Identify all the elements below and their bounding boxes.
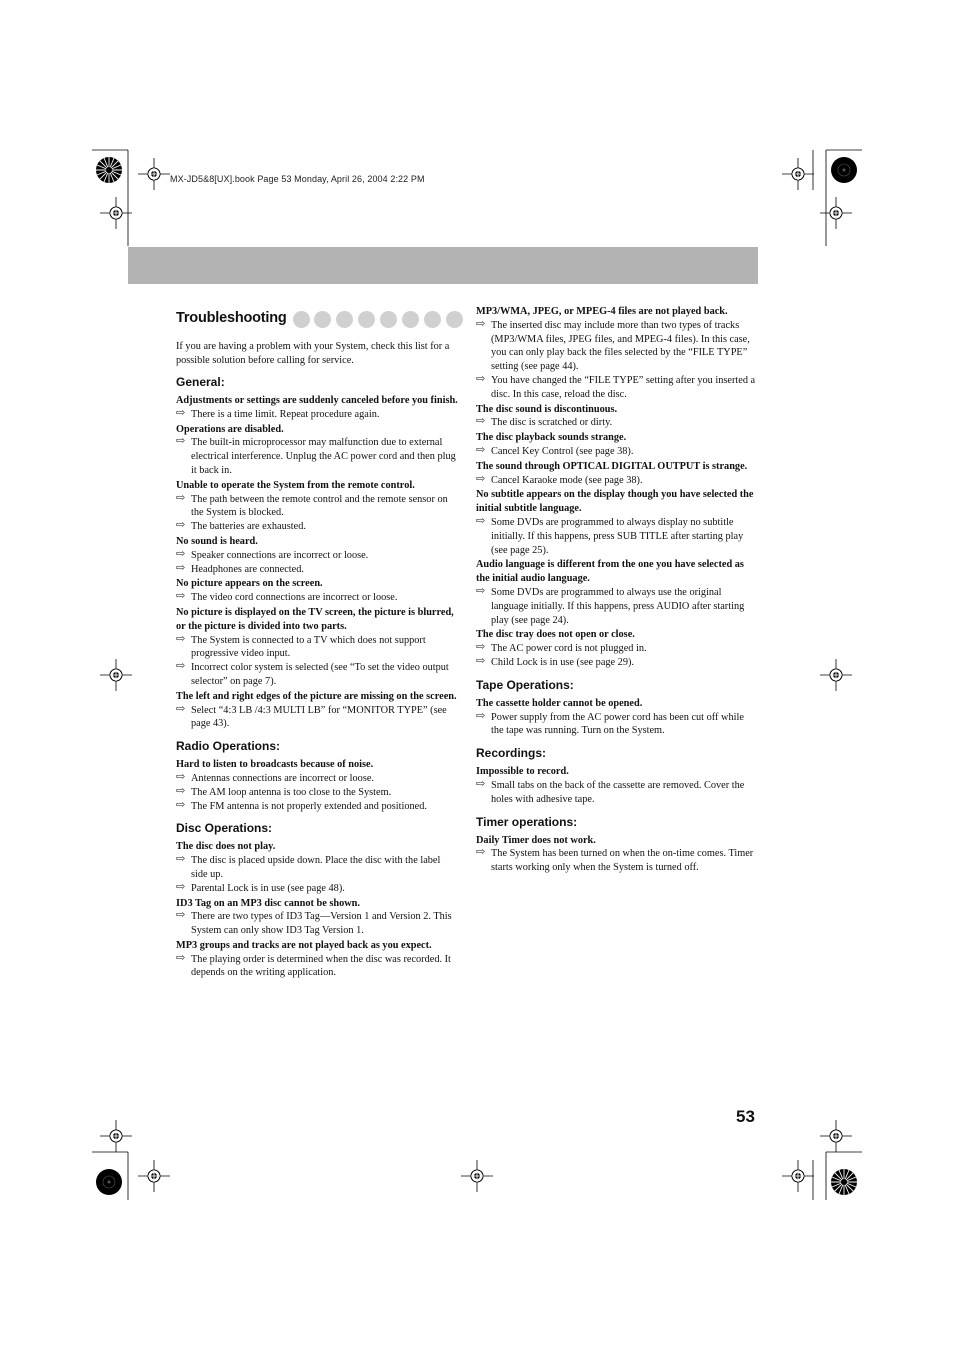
problem-text: The sound through OPTICAL DIGITAL OUTPUT is strange. [476, 460, 748, 472]
solution-text: The playing order is determined when the disc was recorded. It depends on the writing application. [191, 953, 451, 979]
solution-item [176, 786, 458, 800]
section-heading: Radio Operations: [176, 739, 281, 754]
solution-text: The built-in microprocessor may malfunction due to external electrical interference. Unplug the AC power cord and then plug it back in. [191, 437, 456, 476]
solution-text: The disc is scratched or dirty. [491, 417, 613, 429]
solution-item [476, 711, 758, 739]
problem-text: ID3 Tag on an MP3 disc cannot be shown. [176, 897, 360, 909]
solution-text: The video cord connections are incorrect or loose. [191, 592, 398, 604]
solution-item [476, 416, 758, 430]
arrow-icon: ⇨ [476, 584, 486, 597]
solution-item [176, 591, 458, 605]
problem-text: Impossible to record. [476, 766, 569, 778]
section-heading: Disc Operations: [176, 821, 273, 836]
solution-item [476, 445, 758, 459]
solution-text: The batteries are exhausted. [191, 521, 306, 533]
arrow-icon: ⇨ [176, 406, 186, 419]
problem-text: The disc playback sounds strange. [476, 432, 627, 444]
solution-text: Small tabs on the back of the cassette are removed. Cover the holes with adhesive tape. [491, 779, 745, 805]
arrow-icon: ⇨ [176, 660, 186, 673]
arrow-icon: ⇨ [176, 547, 186, 560]
section [476, 815, 758, 875]
page-number: 53 [736, 1107, 755, 1126]
arrow-icon: ⇨ [476, 514, 486, 527]
arrow-icon: ⇨ [176, 853, 186, 866]
section [176, 739, 458, 813]
solution-item [176, 882, 458, 896]
arrow-icon: ⇨ [176, 491, 186, 504]
header-band [128, 247, 758, 284]
section-heading: Recordings: [476, 746, 547, 761]
arrow-icon: ⇨ [176, 784, 186, 797]
solution-text: Cancel Karaoke mode (see page 38). [491, 474, 643, 486]
arrow-icon: ⇨ [176, 798, 186, 811]
title-dots [293, 311, 468, 328]
solution-text: Some DVDs are programmed to always use the original language initially. If this happens, press AUDIO after starting play (see page 24). [491, 586, 745, 626]
solution-text: Child Lock is in use (see page 29). [491, 656, 634, 668]
solution-text: There are two types of ID3 Tag—Version 1 and Version 2. This System can only show ID3 Tag Version 1. [191, 911, 452, 937]
arrow-icon: ⇨ [176, 909, 186, 922]
solution-item [176, 953, 458, 981]
arrow-icon: ⇨ [476, 654, 486, 667]
solution-text: You have changed the “FILE TYPE” setting after you inserted a disc. In this case, reload the disc. [491, 374, 756, 400]
problem-text: Hard to listen to broadcasts because of noise. [176, 759, 374, 771]
problem-text: The disc does not play. [176, 841, 276, 853]
problem-text: Operations are disabled. [176, 423, 284, 435]
solution-item [176, 549, 458, 563]
arrow-icon: ⇨ [476, 641, 486, 654]
solution-text: Antennas connections are incorrect or loose. [191, 772, 374, 784]
problem-text: No picture appears on the screen. [176, 578, 323, 590]
problem-text: The disc sound is discontinuous. [476, 403, 618, 415]
solution-item [476, 642, 758, 656]
section [476, 305, 758, 670]
problem-text: The cassette holder cannot be opened. [476, 697, 643, 709]
section-heading: Tape Operations: [476, 677, 574, 692]
arrow-icon: ⇨ [476, 472, 486, 485]
solution-text: The AM loop antenna is too close to the System. [191, 786, 392, 798]
left-sections [176, 375, 458, 980]
problem-text: Unable to operate the System from the remote control. [176, 479, 415, 491]
section-heading: Timer operations: [476, 814, 578, 829]
title-row [176, 308, 458, 330]
solution-text: Some DVDs are programmed to always display no subtitle initially. If this happens, press SUB TITLE after starting play (see page 25). [491, 516, 744, 556]
solution-text: Incorrect color system is selected (see “To set the video output selector” on page 7). [191, 662, 449, 687]
solution-text: The path between the remote control and the remote sensor on the System is blocked. [191, 493, 448, 519]
arrow-icon: ⇨ [476, 415, 486, 428]
arrow-icon: ⇨ [476, 372, 486, 385]
section [176, 821, 458, 980]
problem-text: Audio language is different from the one you have selected as the initial audio language. [476, 559, 744, 585]
solution-text: Select “4:3 LB /4:3 MULTI LB” for “MONITOR TYPE” (see page 43). [191, 704, 447, 730]
solution-text: Cancel Key Control (see page 38). [491, 445, 634, 457]
solution-item [476, 319, 758, 374]
section [176, 375, 458, 731]
arrow-icon: ⇨ [176, 770, 186, 783]
arrow-icon: ⇨ [176, 632, 186, 645]
arrow-icon: ⇨ [176, 590, 186, 603]
book-file-info: MX-JD5&8[UX].book Page 53 Monday, April 26, 2004 2:22 PM [170, 174, 425, 184]
solution-text: Headphones are connected. [191, 563, 304, 575]
solution-item [176, 704, 458, 732]
right-column [476, 304, 758, 875]
arrow-icon: ⇨ [176, 702, 186, 715]
arrow-icon: ⇨ [476, 443, 486, 456]
section [476, 746, 758, 806]
arrow-icon: ⇨ [176, 561, 186, 574]
solution-item [476, 656, 758, 670]
solution-item [176, 563, 458, 577]
section [476, 678, 758, 738]
problem-text: MP3/WMA, JPEG, or MPEG-4 files are not played back. [476, 306, 728, 317]
left-column [176, 308, 458, 980]
solution-text: There is a time limit. Repeat procedure again. [191, 408, 380, 420]
solution-text: The FM antenna is not properly extended and positioned. [191, 800, 427, 812]
problem-text: No subtitle appears on the display though you have selected the initial subtitle language. [476, 489, 754, 515]
problem-text: The disc tray does not open or close. [476, 629, 635, 641]
intro-text: If you are having a problem with your System, check this list for a possible solution before calling for service. [176, 341, 450, 366]
problem-text: Adjustments or settings are suddenly canceled before you finish. [176, 395, 458, 406]
solution-item [176, 800, 458, 814]
solution-item [476, 779, 758, 807]
solution-item [476, 586, 758, 627]
solution-item [176, 910, 458, 938]
arrow-icon: ⇨ [476, 777, 486, 790]
arrow-icon: ⇨ [476, 709, 486, 722]
solution-item [176, 520, 458, 534]
arrow-icon: ⇨ [476, 846, 486, 859]
solution-text: The inserted disc may include more than two types of tracks (MP3/WMA files, JPEG files, and MPEG-4 files). In this case, you can only play back the files selected by the “FILE TYPE” setting (see page 44). [491, 319, 750, 373]
arrow-icon: ⇨ [176, 880, 186, 893]
solution-text: The System is connected to a TV which does not support progressive video input. [191, 634, 426, 660]
solution-item [176, 854, 458, 882]
solution-item [476, 474, 758, 488]
section-heading: General: [176, 375, 225, 389]
problem-text: Daily Timer does not work. [476, 834, 596, 846]
problem-text: No sound is heard. [176, 535, 258, 547]
solution-item [176, 772, 458, 786]
problem-text: No picture is displayed on the TV screen, the picture is blurred, or the picture is divided into two parts. [176, 606, 454, 632]
solution-text: Parental Lock is in use (see page 48). [191, 882, 345, 894]
solution-item [176, 436, 458, 477]
solution-item [176, 661, 458, 689]
arrow-icon: ⇨ [476, 317, 486, 330]
solution-item [176, 408, 458, 422]
arrow-icon: ⇨ [176, 951, 186, 964]
solution-text: The System has been turned on when the on-time comes. Timer starts working only when the System is turned off. [491, 848, 754, 874]
solution-text: The AC power cord is not plugged in. [491, 643, 647, 655]
solution-item [476, 516, 758, 557]
arrow-icon: ⇨ [176, 435, 186, 448]
problem-text: MP3 groups and tracks are not played back as you expect. [176, 939, 432, 951]
arrow-icon: ⇨ [176, 519, 186, 532]
page-title: Troubleshooting [176, 310, 287, 327]
solution-item [176, 493, 458, 521]
solution-text: Speaker connections are incorrect or loose. [191, 549, 369, 561]
solution-text: Power supply from the AC power cord has been cut off while the tape was running. Turn on the System. [491, 711, 744, 737]
solution-item [176, 634, 458, 662]
solution-item [476, 374, 758, 402]
solution-text: The disc is placed upside down. Place the disc with the label side up. [191, 855, 441, 880]
problem-text: The left and right edges of the picture are missing on the screen. [176, 690, 457, 702]
solution-item [476, 847, 758, 875]
right-sections [476, 305, 758, 875]
